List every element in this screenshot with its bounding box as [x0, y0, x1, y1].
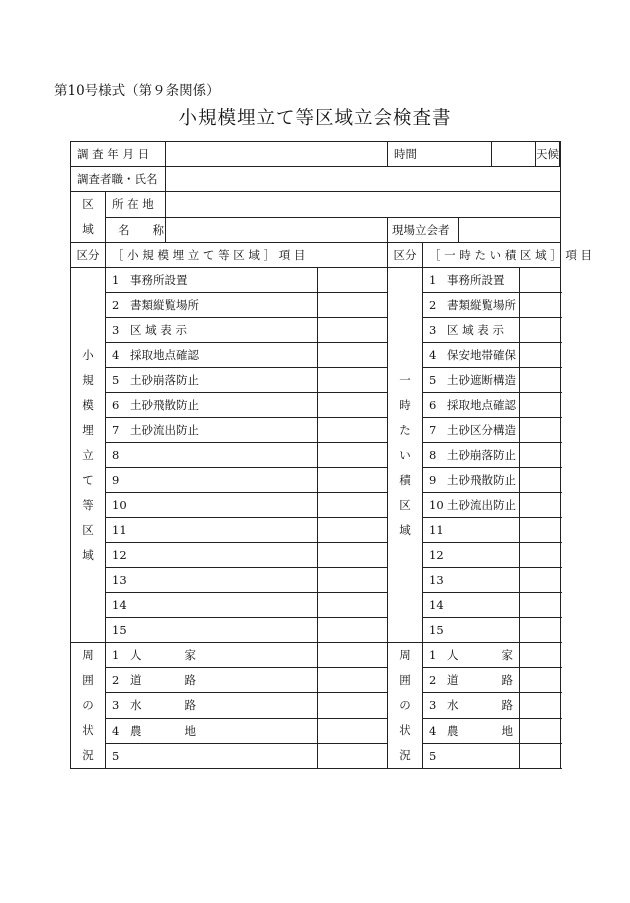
- item-number: 12: [112, 548, 127, 562]
- item-text: [447, 693, 513, 717]
- table-row: [71, 318, 561, 343]
- item-char: 農: [447, 723, 459, 738]
- item-text: 事務所設置: [447, 273, 505, 287]
- right-item-field[interactable]: [520, 268, 561, 293]
- item-text: 土砂飛散防止: [130, 398, 199, 412]
- item-char: 道: [447, 673, 459, 688]
- table-row: [71, 518, 561, 543]
- item-number: 10: [429, 498, 444, 512]
- item-text: [130, 668, 196, 692]
- category-char: 区: [399, 497, 411, 512]
- left-item-label: [106, 593, 318, 618]
- right-surroundings-item: [423, 643, 520, 668]
- row-section-header: [71, 243, 561, 268]
- right-item-label: [423, 568, 520, 593]
- item-number: 8: [112, 448, 120, 462]
- item-text: 採取地点確認: [130, 348, 199, 362]
- right-item-field[interactable]: [520, 393, 561, 418]
- table-row: [71, 718, 561, 743]
- left-item-field[interactable]: [318, 443, 388, 468]
- item-char: 路: [501, 673, 513, 688]
- right-item-field[interactable]: [520, 468, 561, 493]
- item-text: 土砂遮断構造: [447, 373, 516, 387]
- item-number: 1: [429, 273, 437, 287]
- item-number: 2: [112, 673, 120, 688]
- item-number: 7: [429, 423, 437, 437]
- item-text: 区 域 表 示: [447, 323, 504, 337]
- item-char: 水: [130, 698, 142, 713]
- left-item-label: [106, 468, 318, 493]
- right-item-label: [423, 343, 520, 368]
- category-char: 一: [399, 372, 411, 387]
- surroundings-char: 状: [82, 723, 94, 737]
- category-char: 模: [82, 397, 94, 412]
- item-number: 3: [112, 323, 120, 337]
- left-item-label: [106, 543, 318, 568]
- item-text: [130, 643, 196, 667]
- item-number: 3: [429, 323, 437, 337]
- left-surroundings-field[interactable]: [318, 668, 388, 693]
- item-text: 事務所設置: [130, 273, 188, 287]
- survey-date-field[interactable]: [166, 142, 388, 167]
- right-item-label: [423, 443, 520, 468]
- right-item-field[interactable]: [520, 568, 561, 593]
- left-surroundings-field[interactable]: [318, 718, 388, 743]
- category-char: て: [82, 472, 94, 487]
- item-text: 土砂飛散防止: [447, 473, 516, 487]
- right-item-field[interactable]: [520, 543, 561, 568]
- category-char: 域: [82, 547, 94, 562]
- left-item-field[interactable]: [318, 318, 388, 343]
- right-item-field[interactable]: [520, 418, 561, 443]
- right-item-field[interactable]: [520, 518, 561, 543]
- category-char: 積: [399, 472, 411, 487]
- right-item-label: [423, 518, 520, 543]
- item-text: [130, 719, 196, 743]
- inspector-label: 調査者職・氏名: [71, 167, 166, 192]
- surroundings-char: 周: [399, 648, 411, 662]
- division-label-left: 区分: [71, 243, 106, 268]
- item-number: 13: [429, 573, 444, 587]
- weather-label: 天候: [536, 142, 560, 166]
- item-number: 11: [429, 523, 444, 537]
- item-number: 2: [429, 298, 437, 312]
- right-item-field[interactable]: [520, 618, 561, 643]
- right-surroundings-field[interactable]: [520, 743, 561, 768]
- left-surroundings-item: [106, 693, 318, 718]
- document-title: 小規模埋立て等区域立会検査書: [178, 108, 452, 129]
- time-cell: [388, 142, 492, 167]
- left-item-label: [106, 618, 318, 643]
- left-item-field[interactable]: [318, 618, 388, 643]
- left-item-label: [106, 268, 318, 293]
- right-surroundings-item: [423, 668, 520, 693]
- category-char: 規: [82, 372, 94, 387]
- left-item-label: [106, 518, 318, 543]
- item-number: 1: [429, 648, 437, 663]
- item-number: 4: [112, 723, 120, 738]
- form-number: 第10号様式（第９条関係）: [54, 83, 220, 99]
- item-number: 5: [112, 748, 120, 763]
- right-item-label: [423, 368, 520, 393]
- right-surroundings-label: [388, 643, 423, 769]
- right-item-field[interactable]: [520, 293, 561, 318]
- category-char: 等: [82, 497, 94, 512]
- item-text: [447, 643, 513, 667]
- right-surroundings-item: [423, 718, 520, 743]
- item-text: 書類縦覧場所: [130, 298, 199, 312]
- right-item-field[interactable]: [520, 593, 561, 618]
- item-number: 11: [112, 523, 127, 537]
- inspector-field[interactable]: [166, 167, 561, 192]
- item-text: [130, 693, 196, 717]
- right-item-label: [423, 418, 520, 443]
- left-bracket-label: ［ 小 規 模 埋 立 て 等 区 域 ］ 項 目: [106, 243, 388, 268]
- item-text: 土砂流出防止: [447, 498, 516, 512]
- left-surroundings-field[interactable]: [318, 693, 388, 718]
- right-item-field[interactable]: [520, 443, 561, 468]
- right-item-label: [423, 293, 520, 318]
- attendee-field[interactable]: [459, 218, 560, 242]
- item-char: 人: [130, 648, 142, 663]
- item-number: 1: [112, 648, 120, 663]
- left-surroundings-field[interactable]: [318, 643, 388, 668]
- item-number: 5: [112, 373, 120, 387]
- weather-cell: [492, 142, 561, 167]
- area-char: 域: [82, 222, 94, 236]
- item-number: 9: [112, 473, 120, 487]
- left-item-field[interactable]: [318, 293, 388, 318]
- attendee-cell: [388, 217, 561, 243]
- table-row: [71, 293, 561, 318]
- item-char: 地: [184, 723, 196, 738]
- item-number: 1: [112, 273, 120, 287]
- item-number: 2: [112, 298, 120, 312]
- right-category-label: [388, 268, 423, 643]
- item-char: 路: [501, 698, 513, 713]
- time-field[interactable]: [492, 142, 536, 166]
- right-item-label: [423, 468, 520, 493]
- item-char: 人: [447, 648, 459, 663]
- category-char: 区: [82, 522, 94, 537]
- right-item-field[interactable]: [520, 493, 561, 518]
- right-item-label: [423, 393, 520, 418]
- item-char: 路: [184, 698, 196, 713]
- surroundings-char: の: [82, 698, 94, 712]
- item-number: 6: [429, 398, 437, 412]
- right-item-label: [423, 618, 520, 643]
- right-item-label: [423, 268, 520, 293]
- surroundings-char: 況: [82, 748, 94, 762]
- item-number: 6: [112, 398, 120, 412]
- item-number: 15: [112, 623, 127, 637]
- left-item-field[interactable]: [318, 393, 388, 418]
- row-survey-date: [71, 142, 561, 167]
- right-item-label: [423, 493, 520, 518]
- item-number: 4: [112, 348, 120, 362]
- inspection-table: [70, 141, 593, 769]
- item-number: 12: [429, 548, 444, 562]
- item-text: 土砂流出防止: [130, 423, 199, 437]
- left-surroundings-label: [71, 643, 106, 769]
- location-field[interactable]: [166, 192, 561, 218]
- item-char: 農: [130, 723, 142, 738]
- item-char: 家: [501, 648, 513, 663]
- category-char: 埋: [82, 422, 94, 437]
- left-item-field[interactable]: [318, 543, 388, 568]
- right-bracket-label: ［ 一 時 た い 積 区 域 ］ 項 目: [423, 243, 561, 268]
- attendee-label: 現場立会者: [388, 218, 459, 242]
- item-char: 道: [130, 673, 142, 688]
- name-field[interactable]: [166, 217, 388, 243]
- left-item-field[interactable]: [318, 368, 388, 393]
- item-text: 書類縦覧場所: [447, 298, 516, 312]
- item-number: 5: [429, 373, 437, 387]
- item-text: 区 域 表 示: [130, 323, 187, 337]
- division-label-right: 区分: [388, 243, 423, 268]
- item-number: 10: [112, 498, 127, 512]
- table-row: [71, 743, 561, 768]
- left-surroundings-item: [106, 643, 318, 668]
- left-item-field[interactable]: [318, 593, 388, 618]
- left-item-label: [106, 443, 318, 468]
- survey-date-label: 調 査 年 月 日: [71, 142, 166, 167]
- item-text: 土砂崩落防止: [130, 373, 199, 387]
- name-label: 名 称: [106, 217, 166, 243]
- item-number: 14: [429, 598, 444, 612]
- item-number: 9: [429, 473, 437, 487]
- surroundings-char: 囲: [82, 673, 94, 687]
- left-surroundings-field[interactable]: [318, 743, 388, 768]
- right-surroundings-field[interactable]: [520, 718, 561, 743]
- left-item-field[interactable]: [318, 468, 388, 493]
- table-row: [71, 368, 561, 393]
- left-item-field[interactable]: [318, 418, 388, 443]
- item-number: 15: [429, 623, 444, 637]
- right-item-field[interactable]: [520, 343, 561, 368]
- item-text: 採取地点確認: [447, 398, 516, 412]
- table-row: [71, 618, 561, 643]
- left-item-label: [106, 293, 318, 318]
- left-item-label: [106, 568, 318, 593]
- location-label: 所 在 地: [106, 192, 166, 218]
- item-number: 13: [112, 573, 127, 587]
- surroundings-char: 状: [399, 723, 411, 737]
- table-row: [71, 693, 561, 718]
- left-item-field[interactable]: [318, 493, 388, 518]
- item-number: 3: [112, 698, 120, 713]
- category-char: 域: [399, 522, 411, 537]
- right-item-field[interactable]: [520, 318, 561, 343]
- item-char: 水: [447, 698, 459, 713]
- area-label: [71, 192, 106, 243]
- table-row: [71, 493, 561, 518]
- left-item-label: [106, 368, 318, 393]
- surroundings-char: 囲: [399, 673, 411, 687]
- right-item-label: [423, 593, 520, 618]
- item-text: [447, 719, 513, 743]
- item-text: [447, 668, 513, 692]
- item-text: 土砂区分構造: [447, 423, 516, 437]
- surroundings-char: 周: [82, 648, 94, 662]
- right-surroundings-field[interactable]: [520, 668, 561, 693]
- table-row: [71, 268, 561, 293]
- row-location: [71, 192, 561, 218]
- time-label: 時間: [394, 147, 417, 161]
- category-char: い: [399, 447, 411, 462]
- table-row: [71, 468, 561, 493]
- left-item-label: [106, 318, 318, 343]
- surroundings-char: の: [399, 698, 411, 712]
- right-item-field[interactable]: [520, 368, 561, 393]
- surroundings-char: 況: [399, 748, 411, 762]
- item-number: 4: [429, 348, 437, 362]
- right-surroundings-item: [423, 743, 520, 768]
- table-row: [71, 593, 561, 618]
- left-item-field[interactable]: [318, 268, 388, 293]
- right-item-label: [423, 318, 520, 343]
- left-item-label: [106, 343, 318, 368]
- category-char: た: [399, 422, 411, 437]
- right-surroundings-item: [423, 693, 520, 718]
- left-item-label: [106, 493, 318, 518]
- item-number: 5: [429, 748, 437, 763]
- table-row: [71, 668, 561, 693]
- table-row: [71, 543, 561, 568]
- item-text: 保安地帯確保: [447, 348, 516, 362]
- left-surroundings-item: [106, 718, 318, 743]
- left-item-field[interactable]: [318, 568, 388, 593]
- item-number: 8: [429, 448, 437, 462]
- left-surroundings-item: [106, 743, 318, 768]
- row-name: [71, 217, 561, 243]
- item-number: 14: [112, 598, 127, 612]
- left-item-label: [106, 393, 318, 418]
- right-surroundings-field[interactable]: [520, 693, 561, 718]
- table-row: [71, 393, 561, 418]
- left-category-label: [71, 268, 106, 643]
- table-row: [71, 343, 561, 368]
- item-char: 地: [501, 723, 513, 738]
- item-number: 7: [112, 423, 120, 437]
- table-row: [71, 643, 561, 668]
- item-text: 土砂崩落防止: [447, 448, 516, 462]
- item-char: 家: [184, 648, 196, 663]
- right-item-label: [423, 543, 520, 568]
- table-row: [71, 418, 561, 443]
- left-item-label: [106, 418, 318, 443]
- area-char: 区: [82, 197, 94, 211]
- left-item-field[interactable]: [318, 343, 388, 368]
- left-item-field[interactable]: [318, 518, 388, 543]
- row-inspector: [71, 167, 561, 192]
- item-number: 3: [429, 698, 437, 713]
- category-char: 時: [399, 397, 411, 412]
- category-char: 立: [82, 447, 94, 462]
- category-char: 小: [82, 347, 94, 362]
- right-surroundings-field[interactable]: [520, 643, 561, 668]
- table-row: [71, 568, 561, 593]
- item-number: 2: [429, 673, 437, 688]
- item-char: 路: [184, 673, 196, 688]
- table-row: [71, 443, 561, 468]
- left-surroundings-item: [106, 668, 318, 693]
- item-number: 4: [429, 723, 437, 738]
